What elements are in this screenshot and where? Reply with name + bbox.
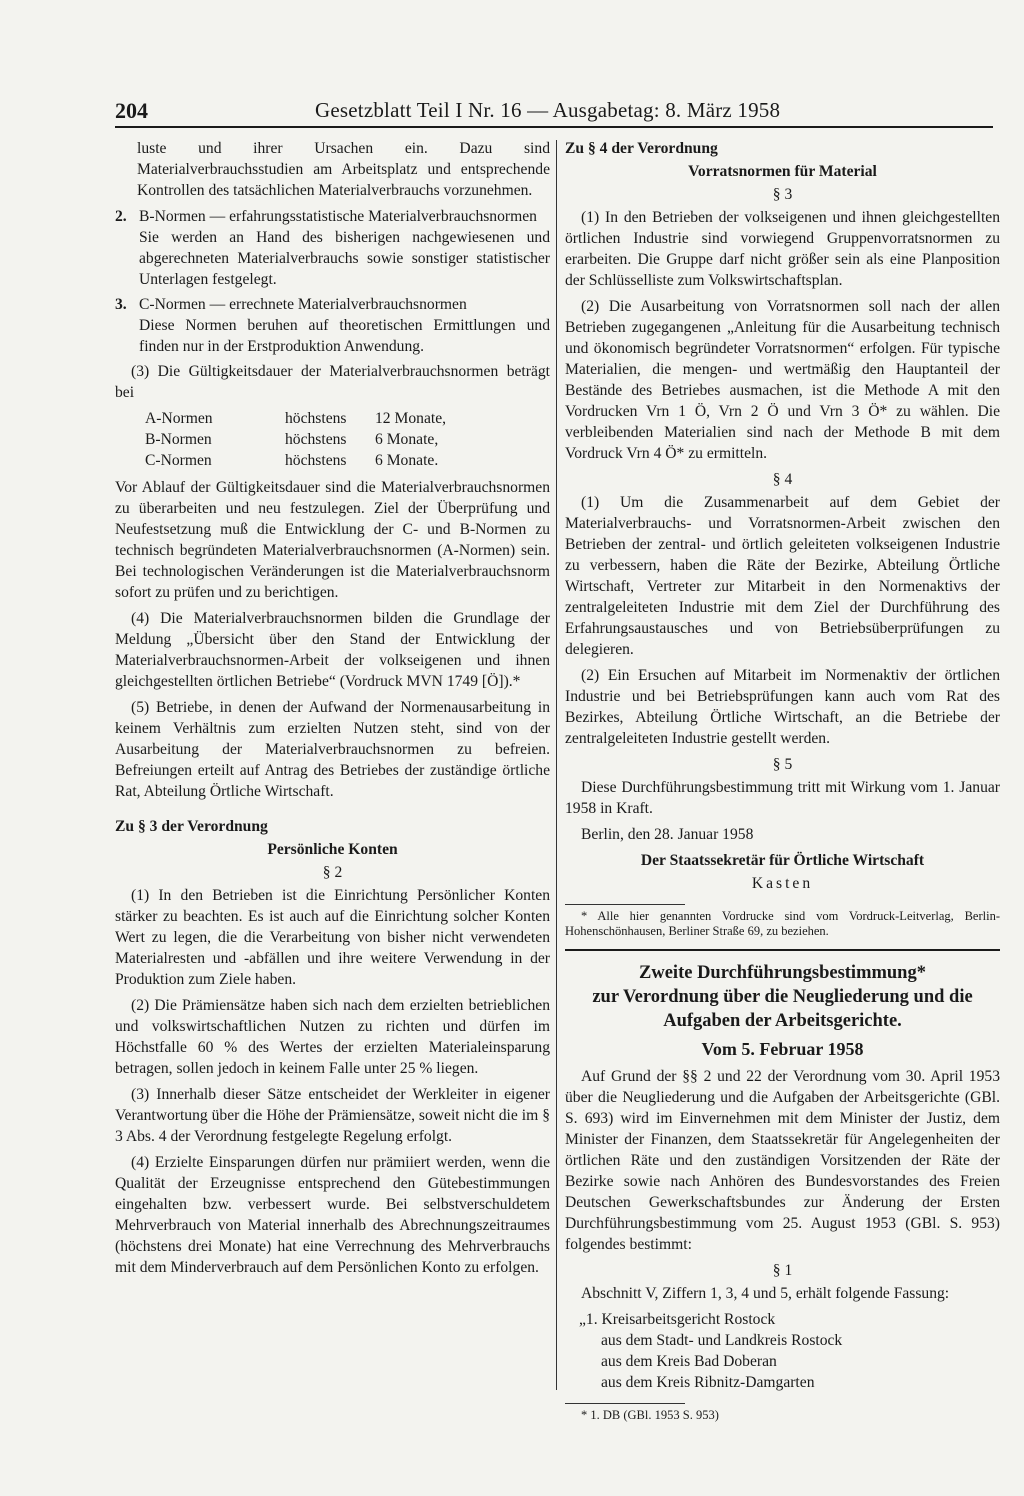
paragraph-5: (5) Betriebe, in denen der Aufwand der Normenausarbeitung in keinem Verhältnis zum erzielten Nutzen steht, sind von der Ausarbeitung der Materialverbrauchsnormen zu befreien. Befreiungen erteilt auf Antrag des Betriebes der zuständige örtliche Rat, Abteilung Örtliche Wirtschaft. (115, 699, 550, 800)
running-head: Gesetzblatt Teil I Nr. 16 — Ausgabetag: 8. März 1958 (315, 98, 781, 122)
section-3-subheading: Persönliche Konten (267, 841, 398, 858)
section-separator (565, 949, 1000, 951)
right-column (565, 138, 1000, 1428)
item-3-number: 3. (115, 296, 127, 313)
regulation-date: Vom 5. Februar 1958 (701, 1039, 864, 1059)
left-column (115, 138, 550, 1283)
paragraph-3-title: § 3 (772, 186, 793, 203)
item-3 (115, 294, 550, 315)
item-2-title: B-Normen — erfahrungsstatistische Materialverbrauchsnormen (139, 208, 537, 225)
regulation-title-line-2: zur Verordnung über die Neugliederung und die (592, 987, 973, 1007)
norm-label: höchstens (285, 452, 347, 469)
header-rule (115, 126, 993, 128)
section-4-subheading: Vorratsnormen für Material (688, 163, 877, 180)
s2-paragraph-1: (1) In den Betrieben ist die Einrichtung Persönlicher Konten stärker zu beachten. Es ist auch auf die Einrichtung solcher Konten Wert zu legen, die die Verarbeitung von bisher nicht verwendeten Materialresten und -abfällen und ihre weitere Verwendung in der Produktion zum Ziele haben. (115, 887, 550, 988)
item-2 (115, 206, 550, 227)
regulation-title-line-1: Zweite Durchführungsbestimmung* (639, 963, 926, 983)
paragraph-4: (4) Die Materialverbrauchsnormen bilden die Grundlage der Meldung „Übersicht über den Stand der Entwicklung der Materialverbrauchsnormen-Arbeit der volkseigenen und ihnen gleichgestellten örtlichen Betriebe“ (Vordruck MVN 1749 [Ö]).* (115, 610, 550, 690)
s3-paragraph-1: (1) In den Betrieben der volkseigenen und ihnen gleichgestellten örtlichen Industrie sind vorwiegend Gruppenvorratsnormen zu erarbeiten. Die Gruppe darf nicht größer sein als eine Planposition der Schlüsselliste zum Volkswirtschaftsplan. (565, 209, 1000, 289)
footnote-db: * 1. DB (GBl. 1953 S. 953) (581, 1408, 719, 1422)
place-date: Berlin, den 28. Januar 1958 (581, 826, 754, 843)
court-heading: „1. Kreisarbeitsgericht Rostock (579, 1311, 776, 1328)
court-line: aus dem Kreis Ribnitz-Damgarten (601, 1374, 815, 1391)
footnote-rule (565, 904, 685, 905)
item-2-number: 2. (115, 208, 127, 225)
court-line: aus dem Stadt- und Landkreis Rostock (601, 1332, 843, 1349)
page-header (115, 98, 995, 128)
signer-name: Kasten (751, 875, 814, 892)
s4-paragraph-1: (1) Um die Zusammenarbeit auf dem Gebiet der Materialverbrauchs- und Vorratsnormen-Arbeit zwischen den Betrieben der zentral- und örtlich geleiteten volkseigenen Industrie zu verbessern, haben die Räte der Bezirke, Abteilung Örtliche Wirtschaft, Vertreter zur Mitarbeit in den Normenaktivs der zentralgeleiteten Industrie mit dem Ziel der Durchführung des Erfahrungsaustausches und von Betriebsüberprüfungen zu delegieren. (565, 494, 1000, 658)
paragraph-3: (3) Die Gültigkeitsdauer der Materialverbrauchsnormen beträgt bei (115, 363, 550, 401)
s2-paragraph-2: (2) Die Prämiensätze haben sich nach dem erzielten betrieblichen und volkswirtschaftlichen Nutzen zu richten und dürfen im Höchstfalle 60 % des Wertes der erzielten Materialeinsparung betragen, sollen jedoch in keinem Falle unter 25 % liegen. (115, 997, 550, 1077)
footnote-rule-2 (565, 1403, 685, 1404)
intro-paragraph: luste und ihrer Ursachen ein. Dazu sind Materialverbrauchsstudien am Arbeitsplatz und entsprechende Kontrollen des tatsächlichen Materialverbrauchs vorzunehmen. (137, 140, 550, 199)
norm-value: 12 Monate, (375, 410, 447, 427)
court-line: aus dem Kreis Bad Doberan (601, 1353, 777, 1370)
s1-paragraph: Abschnitt V, Ziffern 1, 3, 4 und 5, erhält folgende Fassung: (581, 1285, 950, 1302)
norm-label: höchstens (285, 431, 347, 448)
item-3-text: Diese Normen beruhen auf theoretischen Ermittlungen und finden nur in der Erstproduktion Anwendung. (139, 317, 550, 355)
s2-paragraph-3: (3) Innerhalb dieser Sätze entscheidet der Werkleiter in eigener Verantwortung über die Höhe der Prämiensätze, soweit nicht die im § 3 Abs. 4 der Verordnung festgelegte Regelung erfolgt. (115, 1086, 550, 1145)
regulation-title-line-3: Aufgaben der Arbeitsgerichte. (663, 1011, 902, 1031)
page-number: 204 (115, 98, 148, 123)
validity-paragraph: Vor Ablauf der Gültigkeitsdauer sind die Materialverbrauchsnormen zu überarbeiten und neu festzulegen. Ziel der Überprüfung und Neufestsetzung muß die Entwicklung der C- und B-Normen zu technisch begründeten Materialverbrauchsnormen (A-Normen) sein. Bei technologischen Veränderungen ist die Materialverbrauchsnorm sofort zu prüfen und zu berichtigen. (115, 479, 550, 601)
norm-row-b (115, 429, 550, 450)
s4-paragraph-2: (2) Ein Ersuchen auf Mitarbeit im Normenaktiv der örtlichen Industrie und bei Betriebsprüfungen kann auch vom Rat des Bezirkes, Abteilung Örtliche Wirtschaft, an die Betriebe der zentralgeleiteten Industrie gestellt werden. (565, 667, 1000, 747)
norm-row-a (115, 408, 550, 429)
norm-value: 6 Monate, (375, 431, 439, 448)
s3-paragraph-2: (2) Die Ausarbeitung von Vorratsnormen soll nach der allen Betrieben zugegangenen „Anleitung für die Ausarbeitung technisch und ökonomisch begründeter Vorratsnormen“ erfolgen. Für typische Materialien, die mengen- und wertmäßig den Hauptanteil der Bestände des Betriebes ausmachen, ist die Methode A mit den Vordrucken Vrn 1 Ö, Vrn 2 Ö und Vrn 3 Ö* zu wählen. Die verbleibenden Materialien sind nach der Methode B mit dem Vordruck Vrn 4 Ö* zu ermitteln. (565, 298, 1000, 462)
s2-paragraph-4: (4) Erzielte Einsparungen dürfen nur prämiiert werden, wenn die Qualität der Erzeugnisse entsprechend den Gütebestimmungen eingehalten bzw. verbessert wurde. Bei selbstverschuldetem Mehrverbrauch von Material innerhalb des Abrechnungszeitraumes (höchstens drei Monate) hat eine Verrechnung des Mehrverbrauchs mit dem Minderverbrauch auf dem Persönlichen Konto zu erfolgen. (115, 1154, 550, 1276)
norm-value: 6 Monate. (375, 452, 439, 469)
signer-title: Der Staatssekretär für Örtliche Wirtschaft (640, 852, 925, 869)
paragraph-5-title: § 5 (772, 756, 793, 773)
section-3-heading: Zu § 3 der Verordnung (115, 818, 268, 835)
paragraph-2-title: § 2 (322, 864, 343, 881)
column-divider (556, 140, 557, 1390)
item-3-title: C-Normen — errechnete Materialverbrauchsnormen (139, 296, 467, 313)
paragraph-4-title: § 4 (772, 471, 793, 488)
norm-row-c (115, 450, 550, 471)
norm-name: C-Normen (145, 452, 212, 469)
item-2-text: Sie werden an Hand des bisherigen nachgewiesenen und abgerechneten Materialverbrauchs sowie sonstiger statistischer Unterlagen festgelegt. (139, 229, 550, 288)
preamble: Auf Grund der §§ 2 und 22 der Verordnung vom 30. April 1953 über die Neugliederung und die Aufgaben der Arbeitsgerichte (GBl. S. 693) wird im Einvernehmen mit dem Minister der Justiz, dem Minister der Finanzen, dem Staatssekretär für Angelegenheiten der örtlichen Räte und den zuständigen Vorsitzenden der Räte der Bezirke sowie nach Anhören des Bundesvorstandes des Freien Deutschen Gewerkschaftsbundes zur Änderung der Ersten Durchführungsbestimmung vom 25. August 1953 (GBl. S. 953) folgendes bestimmt: (565, 1068, 1000, 1253)
footnote-forms: * Alle hier genannten Vordrucke sind vom Vordruck-Leitverlag, Berlin-Hohenschönhausen, Berliner Straße 69, zu beziehen. (565, 909, 1000, 938)
norm-label: höchstens (285, 410, 347, 427)
paragraph-1-title: § 1 (772, 1262, 793, 1279)
s5-paragraph: Diese Durchführungsbestimmung tritt mit Wirkung vom 1. Januar 1958 in Kraft. (565, 779, 1000, 817)
norm-name: A-Normen (145, 410, 213, 427)
section-4-heading: Zu § 4 der Verordnung (565, 140, 718, 157)
norm-name: B-Normen (145, 431, 212, 448)
